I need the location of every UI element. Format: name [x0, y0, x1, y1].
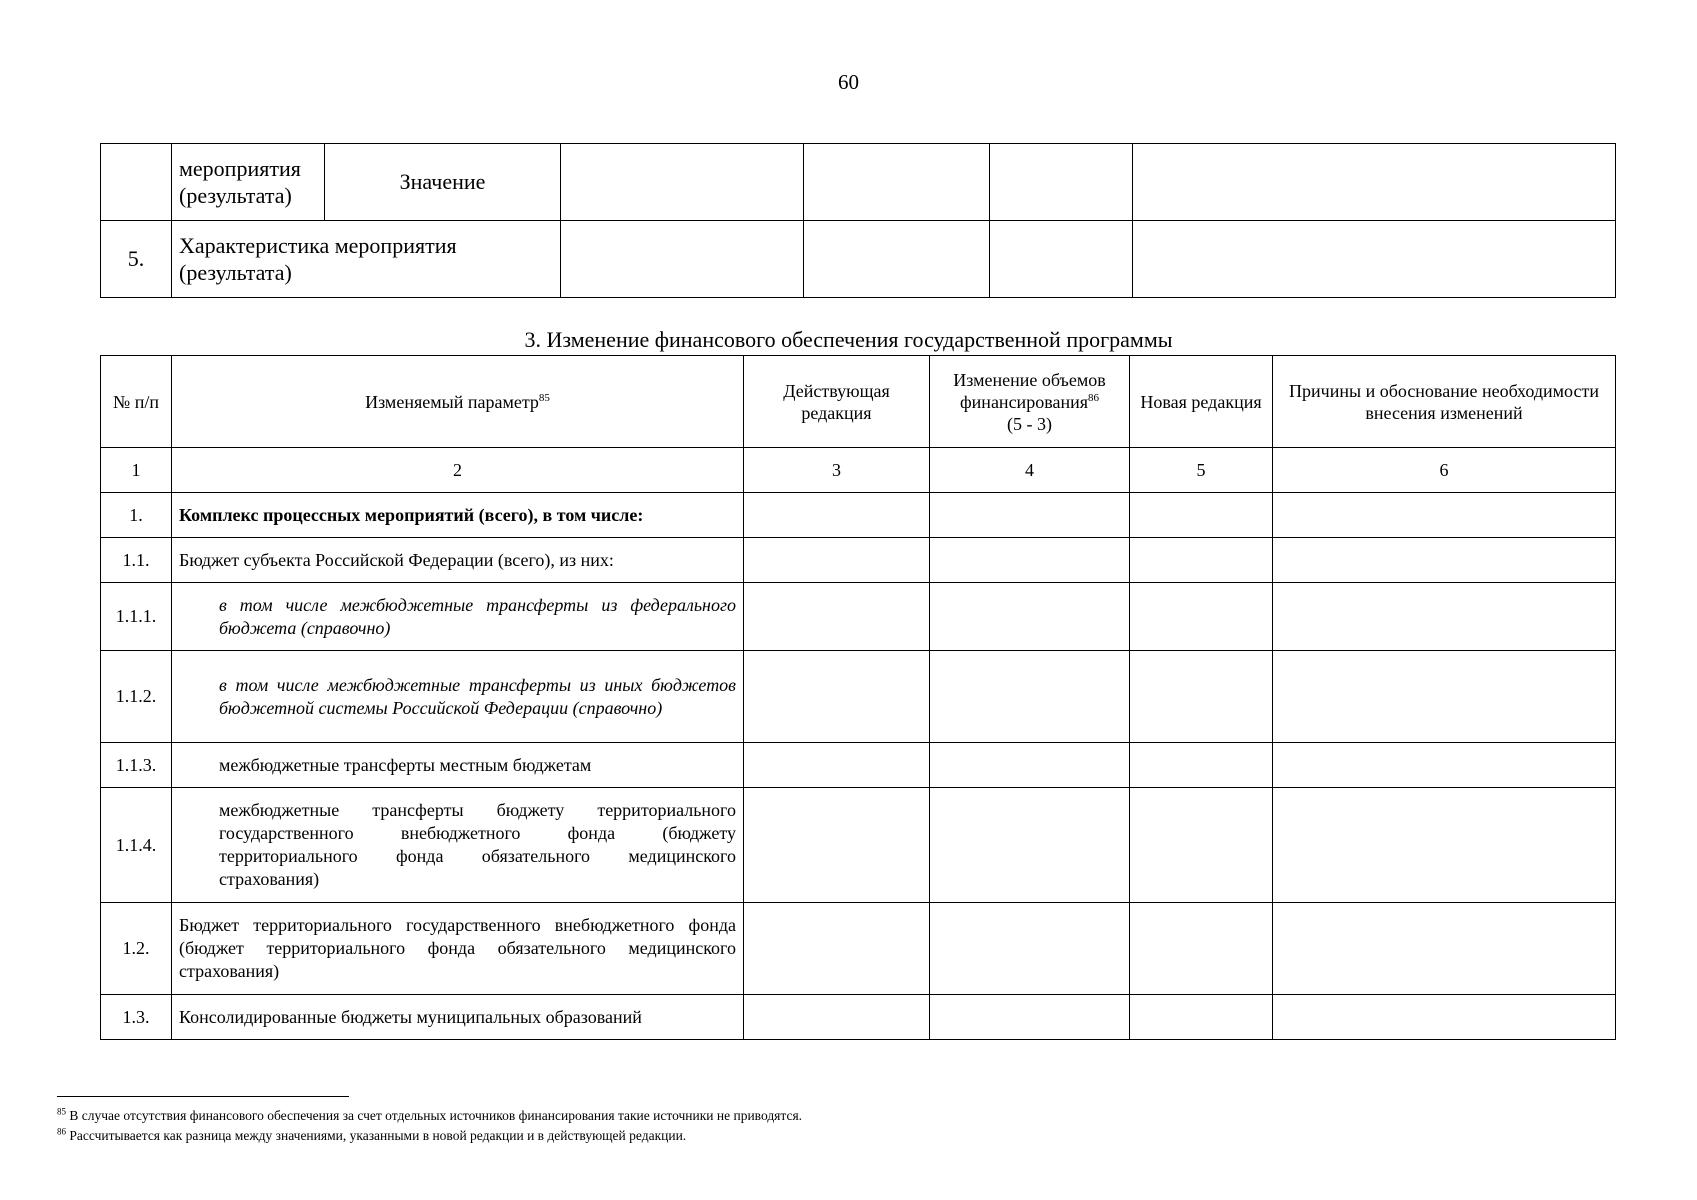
table-row — [101, 903, 1616, 995]
footnote-85 — [57, 1108, 802, 1124]
header-change-text: Изменение объемов финансирования — [953, 369, 1106, 412]
reasons-cell — [1273, 583, 1616, 651]
reasons-cell — [1273, 743, 1616, 788]
column-number: 2 — [172, 448, 744, 493]
row-number: 1.1. — [101, 538, 172, 583]
current-value-cell — [744, 493, 930, 538]
reasons-cell — [1273, 651, 1616, 743]
row-parameter: в том числе межбюджетные трансферты из федерального бюджета (справочно) — [172, 583, 744, 651]
top-num-cell: 5. — [101, 221, 172, 298]
current-value-cell — [744, 583, 930, 651]
row-number: 1.1.4. — [101, 788, 172, 903]
change-value-cell — [930, 903, 1130, 995]
row-parameter: межбюджетные трансферты местным бюджетам — [172, 743, 744, 788]
footnote-ref-86: 86 — [1087, 391, 1099, 404]
reasons-cell — [1273, 538, 1616, 583]
table-row — [101, 995, 1616, 1040]
top-empty-cell — [804, 144, 990, 221]
row-number: 1. — [101, 493, 172, 538]
top-empty-cell — [804, 221, 990, 298]
new-value-cell — [1130, 995, 1273, 1040]
top-sublabel-cell: Значение — [325, 144, 561, 221]
header-change-formula: (5 - 3) — [1007, 413, 1052, 434]
top-empty-cell — [1133, 221, 1616, 298]
change-value-cell — [930, 583, 1130, 651]
table-row — [101, 743, 1616, 788]
new-value-cell — [1130, 651, 1273, 743]
top-table-row — [101, 144, 1616, 221]
header-current: Действующая редакция — [744, 356, 930, 448]
row-parameter: Консолидированные бюджеты муниципальных образований — [172, 995, 744, 1040]
footnote-separator — [57, 1096, 349, 1097]
reasons-cell — [1273, 493, 1616, 538]
table-row — [101, 493, 1616, 538]
top-empty-cell — [990, 221, 1133, 298]
row-number: 1.1.3. — [101, 743, 172, 788]
change-value-cell — [930, 538, 1130, 583]
row-parameter: Бюджет субъекта Российской Федерации (всего), из них: — [172, 538, 744, 583]
column-number: 1 — [101, 448, 172, 493]
table-row — [101, 651, 1616, 743]
footnote-mark: 85 — [57, 1106, 66, 1117]
top-table-fragment — [100, 143, 1616, 298]
header-reasons: Причины и обоснование необходимости внесения изменений — [1273, 356, 1616, 448]
header-param-text: Изменяемый параметр — [365, 391, 539, 412]
header-row — [101, 356, 1616, 448]
row-number: 1.1.2. — [101, 651, 172, 743]
change-value-cell — [930, 651, 1130, 743]
top-empty-cell — [1133, 144, 1616, 221]
current-value-cell — [744, 995, 930, 1040]
new-value-cell — [1130, 903, 1273, 995]
column-numbers-row — [101, 448, 1616, 493]
table-row — [101, 583, 1616, 651]
change-value-cell — [930, 788, 1130, 903]
top-num-cell — [101, 144, 172, 221]
row-number: 1.1.1. — [101, 583, 172, 651]
row-parameter: Бюджет территориального государственного внебюджетного фонда (бюджет территориального фонда обязательного медицинского страхования) — [172, 903, 744, 995]
page-number: 60 — [838, 70, 859, 94]
financing-changes-table — [100, 355, 1616, 1040]
row-parameter: в том числе межбюджетные трансферты из иных бюджетов бюджетной системы Российской Федерации (справочно) — [172, 651, 744, 743]
table-row — [101, 788, 1616, 903]
header-param — [172, 356, 744, 448]
change-value-cell — [930, 743, 1130, 788]
column-number: 4 — [930, 448, 1130, 493]
row-parameter: межбюджетные трансферты бюджету территориального государственного внебюджетного фонда (бюджету территориального фонда обязательного медицинского страхования) — [172, 788, 744, 903]
column-number: 3 — [744, 448, 930, 493]
new-value-cell — [1130, 538, 1273, 583]
footnote-ref-85: 85 — [538, 391, 550, 404]
change-value-cell — [930, 995, 1130, 1040]
top-label-cell: Характеристика мероприятия (результата) — [172, 221, 561, 298]
current-value-cell — [744, 788, 930, 903]
top-empty-cell — [561, 221, 804, 298]
new-value-cell — [1130, 743, 1273, 788]
current-value-cell — [744, 538, 930, 583]
section-title: 3. Изменение финансового обеспечения государственной программы — [524, 327, 1173, 352]
change-value-cell — [930, 493, 1130, 538]
current-value-cell — [744, 651, 930, 743]
row-number: 1.2. — [101, 903, 172, 995]
current-value-cell — [744, 903, 930, 995]
reasons-cell — [1273, 788, 1616, 903]
reasons-cell — [1273, 995, 1616, 1040]
table-row — [101, 538, 1616, 583]
top-label-cell: мероприятия (результата) — [172, 144, 325, 221]
current-value-cell — [744, 743, 930, 788]
footnote-text: В случае отсутствия финансового обеспечения за счет отдельных источников финансирования такие источники не приводятся. — [69, 1108, 803, 1123]
top-table-row — [101, 221, 1616, 298]
new-value-cell — [1130, 583, 1273, 651]
header-new: Новая редакция — [1130, 356, 1273, 448]
top-empty-cell — [561, 144, 804, 221]
reasons-cell — [1273, 903, 1616, 995]
footnote-mark: 86 — [57, 1126, 66, 1137]
footnote-text: Рассчитывается как разница между значениями, указанными в новой редакции и в действующей редакции. — [69, 1128, 687, 1143]
column-number: 5 — [1130, 448, 1273, 493]
header-num: № п/п — [101, 356, 172, 448]
new-value-cell — [1130, 493, 1273, 538]
row-parameter: Комплекс процессных мероприятий (всего), в том числе: — [172, 493, 744, 538]
footnote-86 — [57, 1128, 686, 1144]
column-number: 6 — [1273, 448, 1616, 493]
new-value-cell — [1130, 788, 1273, 903]
row-number: 1.3. — [101, 995, 172, 1040]
top-empty-cell — [990, 144, 1133, 221]
header-change — [930, 356, 1130, 448]
